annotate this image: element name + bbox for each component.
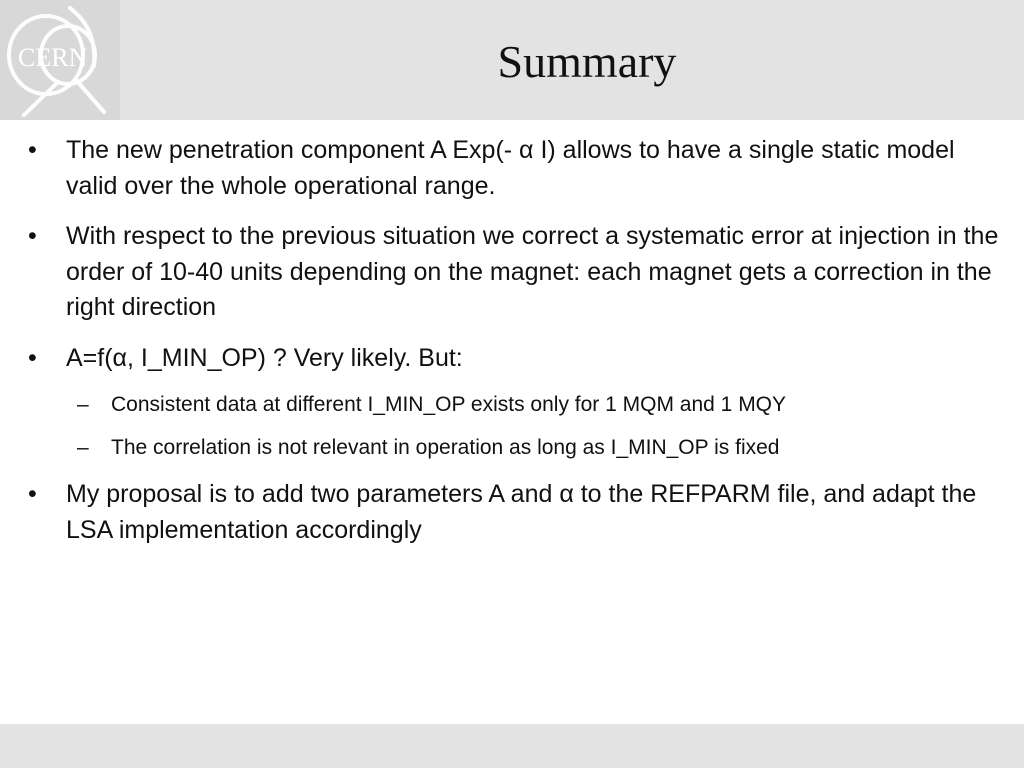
subbullet-list	[26, 391, 1006, 462]
bullet-item-1	[26, 133, 1006, 204]
bullet-text: My proposal is to add two parameters A and α to the REFPARM file, and adapt the LSA implementation accordingly	[66, 480, 977, 544]
bullet-list	[26, 133, 1006, 563]
bullet-marker: •	[28, 480, 37, 508]
bullet-marker: •	[28, 136, 37, 164]
footer-band	[0, 724, 1024, 768]
subbullet-item-2	[26, 434, 1006, 462]
bullet-item-2	[26, 219, 1006, 326]
subbullet-marker: –	[77, 393, 89, 416]
cern-logo-graphic	[0, 0, 120, 120]
bullet-text: With respect to the previous situation we correct a systematic error at injection in the order of 10-40 units depending on the magnet: each magnet gets a correction in the right direction	[66, 222, 999, 321]
subbullet-item-1	[26, 391, 1006, 419]
page-title: Summary	[497, 36, 677, 87]
logo-text: CERN	[18, 43, 88, 72]
subbullet-text: Consistent data at different I_MIN_OP exists only for 1 MQM and 1 MQY	[111, 393, 787, 416]
bullet-marker: •	[28, 222, 37, 250]
logo-line-lower-right	[76, 80, 104, 112]
bullet-text: The new penetration component A Exp(- α I) allows to have a single static model valid over the whole operational range.	[66, 136, 955, 200]
subbullet-text: The correlation is not relevant in operation as long as I_MIN_OP is fixed	[111, 436, 780, 459]
cern-logo-icon	[0, 0, 120, 120]
bullet-item-3	[26, 341, 1006, 377]
bullet-item-4	[26, 477, 1006, 548]
bullet-text: A=f(α, I_MIN_OP) ? Very likely. But:	[66, 343, 463, 372]
subbullet-marker: –	[77, 436, 89, 459]
bullet-marker: •	[28, 343, 37, 372]
